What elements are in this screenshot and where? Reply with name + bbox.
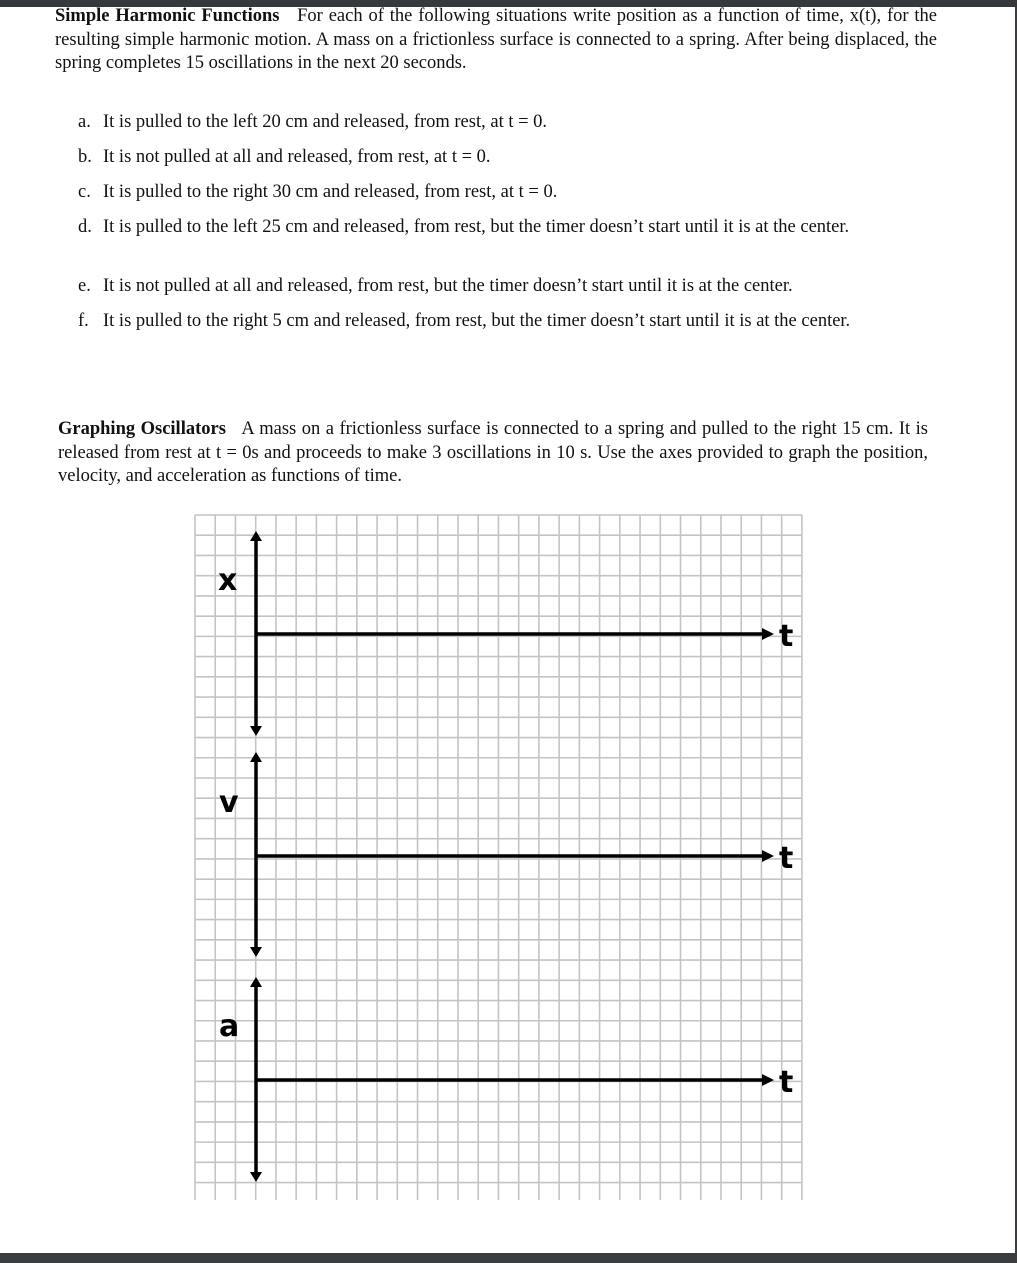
arrow-down-icon bbox=[250, 726, 262, 736]
axes bbox=[250, 531, 774, 1182]
item-text: It is not pulled at all and released, from rest, but the timer doesn’t start until it is at the center. bbox=[103, 276, 793, 296]
section1-intro: For each of the following situations write position as a function of time, x(t), for the resulting simple harmonic motion. A mass on a frictionless surface is connected to a spring. After being displaced, the spring completes 15 oscillations in the next 20 seconds. bbox=[55, 6, 938, 73]
arrow-down-icon bbox=[250, 1172, 262, 1182]
item-label: d. bbox=[78, 217, 92, 237]
item-text: It is pulled to the left 25 cm and released, from rest, but the timer doesn’t start until it is at the center. bbox=[103, 217, 850, 237]
arrow-right-icon bbox=[762, 628, 774, 640]
item-text: It is pulled to the left 20 cm and released, from rest, at t = 0. bbox=[103, 112, 548, 132]
section1-title: Simple Harmonic Functions bbox=[55, 6, 280, 26]
item-label: e. bbox=[78, 276, 91, 296]
item-text: It is pulled to the right 5 cm and released, from rest, but the timer doesn’t start until it is at the center. bbox=[103, 311, 851, 331]
item-text: It is not pulled at all and released, from rest, at t = 0. bbox=[103, 147, 491, 167]
arrow-up-icon bbox=[250, 977, 262, 987]
a-axis-label: a bbox=[219, 1009, 240, 1044]
x-axis-label: x bbox=[218, 563, 238, 598]
t-axis-label: t bbox=[779, 619, 794, 654]
item-text: It is pulled to the right 30 cm and released, from rest, at t = 0. bbox=[103, 182, 558, 202]
t-axis-label: t bbox=[779, 1065, 794, 1100]
arrow-right-icon bbox=[762, 1074, 774, 1086]
item-label: c. bbox=[78, 182, 91, 202]
t-axis-label: t bbox=[779, 841, 794, 876]
item-label: b. bbox=[78, 147, 92, 167]
item-label: a. bbox=[78, 112, 91, 132]
section2-intro: A mass on a frictionless surface is connected to a spring and pulled to the right 15 cm. It is released from rest at t = 0s and proceeds to make 3 oscillations in 10 s. Use the axes provided to graph the position, velocity, and acceleration as functions of time. bbox=[58, 419, 928, 486]
v-axis-label: v bbox=[219, 785, 239, 820]
arrow-down-icon bbox=[250, 947, 262, 957]
section2-title: Graphing Oscillators bbox=[58, 419, 226, 439]
item-label: f. bbox=[78, 311, 89, 331]
arrow-right-icon bbox=[762, 850, 774, 862]
